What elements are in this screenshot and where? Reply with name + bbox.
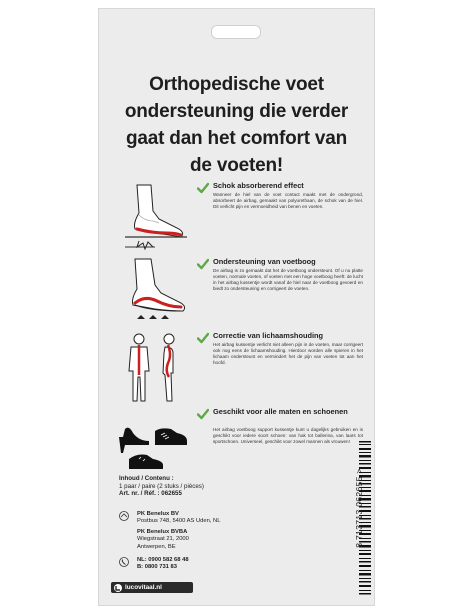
- barcode-number: 8 713713 062655 >: [354, 468, 364, 548]
- be-company: PK Benelux BVBA: [137, 528, 188, 535]
- be-street: Wiegstraat 21, 2000: [137, 536, 189, 543]
- headline-line: de voeten!: [189, 155, 284, 176]
- phone-be: B: 0800 731 83: [137, 564, 177, 571]
- barcode: [345, 439, 371, 599]
- nl-address: Postbus 748, 5400 AS Uden, NL: [137, 518, 221, 525]
- phone-row: [119, 557, 319, 572]
- feature-body: De airbag is zo gemaakt dat het de voetboog ondersteunt. Of u nu platte voeten, normale voeten, of voeten met een hoge voetboog heeft: de lucht in het airbag kussentje wordt vanaf de hiel naar de voetboog gevoerd en biedt zo ondersteuning en corrigeert de voeten.: [213, 268, 363, 292]
- shoe-sizes-icon: [115, 407, 190, 481]
- brand-icon: [113, 583, 123, 593]
- address-row: [119, 511, 319, 551]
- check-icon: [197, 408, 209, 420]
- contact-block: [119, 511, 319, 572]
- phone-nl: NL: 0900 582 68 48: [137, 557, 189, 564]
- contents-quantity: 1 paar / paire (2 stuks / pièces): [119, 482, 204, 490]
- check-icon: [197, 258, 209, 270]
- article-number: Art. nr. / Réf. : 062655: [119, 490, 182, 498]
- feature-body: Het airbag kussentje verlicht niet alleen pijn in de voeten, maar corrigeert ook nog eens de lichaamshouding. Hierdoor worden alle spieren in het lichaam ondersteunt en vermindert het de pijn van voeten tot aan het hoofd.: [213, 342, 363, 366]
- feature-title: Geschikt voor alle maten en schoenen: [213, 407, 348, 416]
- feature-title: Correctie van lichaamshouding: [213, 331, 324, 340]
- nl-company: PK Benelux BV: [137, 511, 179, 517]
- feature-shock-absorption: [115, 181, 367, 261]
- phone-icon: [119, 557, 129, 567]
- brand-logo: [111, 582, 193, 593]
- hang-hole: [211, 25, 261, 39]
- feature-title: Schok absorberend effect: [213, 181, 304, 190]
- check-icon: [197, 332, 209, 344]
- headline: [99, 71, 374, 179]
- feature-body: Wanneer de hiel van de voet contact maakt met de ondergrond, absorbeert de airbag, gemaakt van polyurethaan, de schok van de hiel. Dit verlicht pijn en vermoeidheid van benen en voeten.: [213, 192, 363, 210]
- check-icon: [197, 182, 209, 194]
- address-icon: [119, 511, 129, 521]
- feature-arch-support: [115, 257, 367, 337]
- headline-line: ondersteuning die verder: [124, 101, 349, 122]
- feature-title: Ondersteuning van voetboog: [213, 257, 316, 266]
- brand-name: lucovitaal.nl: [125, 583, 162, 591]
- packaging-back-card: [98, 8, 375, 606]
- feature-posture-correction: [115, 331, 367, 411]
- feature-body: Het airbag voetboog support kussentje kunt u dagelijks gebruiken en is geschikt voor iedere soort schoen: van hak tot ballerina, van laars tot sportschoen. Universeel, geschikt voor zowel mannen als vrouwen!: [213, 427, 363, 445]
- posture-correction-icon: [115, 331, 190, 405]
- contents-label: Inhoud / Contenu :: [119, 475, 174, 482]
- package-contents: [119, 475, 319, 498]
- arch-support-icon: [115, 257, 190, 331]
- be-city: Antwerpen, BE: [137, 543, 176, 550]
- headline-line: gaat dan het comfort van: [125, 128, 348, 149]
- foot-shock-absorption-icon: [115, 181, 190, 255]
- headline-line: Orthopedische voet: [149, 74, 324, 95]
